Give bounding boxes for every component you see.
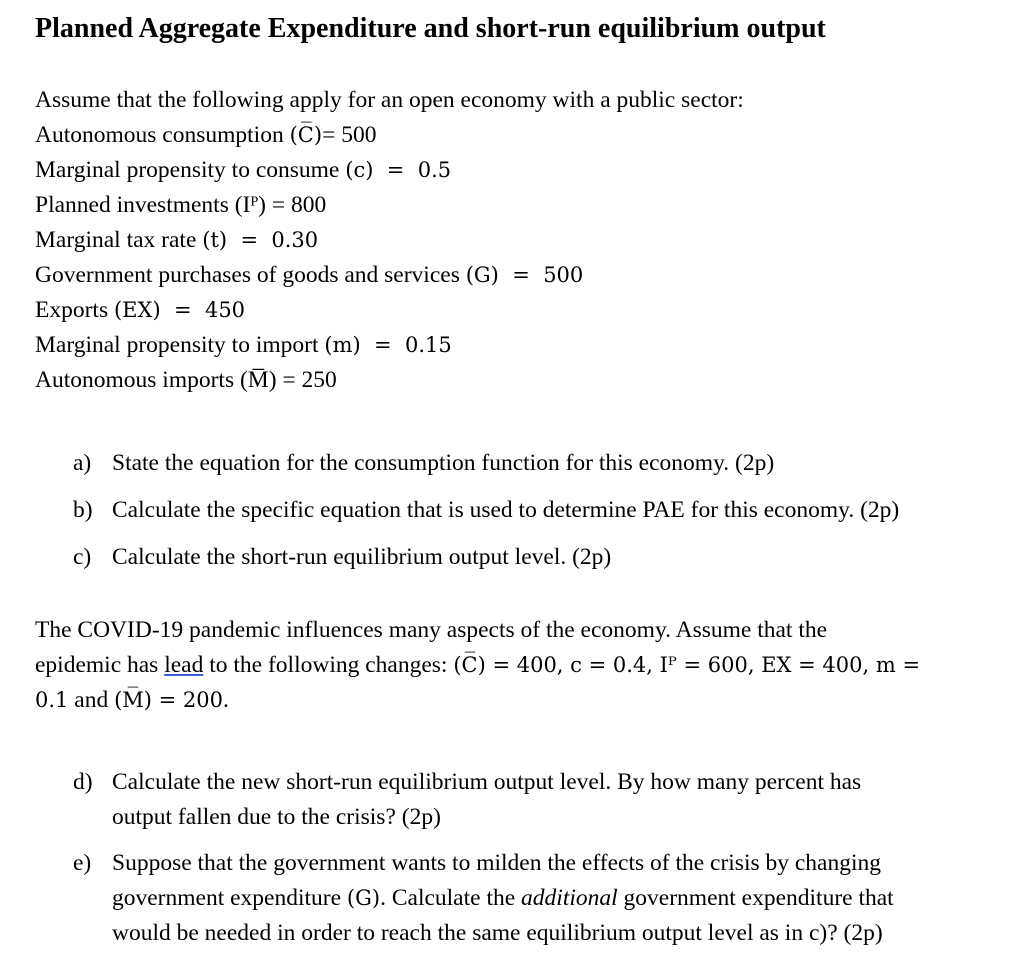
question-d: [73, 765, 894, 835]
param-value: = 0.30: [227, 228, 319, 252]
question-letter: e): [73, 850, 92, 876]
question-text: Calculate the short-run equilibrium output level. (2p): [112, 544, 612, 570]
param-label: Government purchases of goods and services: [35, 262, 466, 288]
param-symbol: (G): [465, 263, 499, 287]
spellcheck-word: lead: [164, 652, 204, 678]
param-symbol: (m): [324, 333, 361, 357]
param-exports: [35, 293, 744, 328]
param-government-purchases: [35, 258, 744, 293]
param-label: Autonomous consumption: [35, 122, 290, 148]
covid-paragraph: [35, 613, 920, 718]
question-text-line: Calculate the new short-run equilibrium output level. By how many percent has: [112, 769, 862, 795]
covid-math: (M̅) = 200: [114, 688, 224, 712]
param-symbol: (Iᴾ): [234, 192, 267, 218]
question-text-line: would be needed in order to reach the same equilibrium output level as in c)? (2p): [112, 920, 883, 946]
covid-text: to the following changes:: [203, 652, 454, 678]
param-symbol: (C̅): [289, 123, 323, 147]
param-label: Planned investments: [35, 192, 235, 218]
param-symbol: (M̅): [239, 367, 277, 393]
question-e: [73, 846, 894, 951]
intro-lead: Assume that the following apply for an open economy with a public sector:: [35, 87, 744, 113]
param-label: Exports: [35, 297, 114, 323]
question-text: State the equation for the consumption function for this economy. (2p): [112, 450, 775, 476]
question-letter: c): [73, 544, 92, 570]
page-title: Planned Aggregate Expenditure and short-run equilibrium output: [35, 13, 826, 44]
param-value: = 800: [266, 192, 327, 218]
covid-line-1: The COVID-19 pandemic influences many aspects of the economy. Assume that the: [35, 617, 828, 643]
param-label: Marginal propensity to consume: [35, 157, 346, 183]
param-label: Marginal propensity to import: [35, 332, 325, 358]
param-value: = 500: [322, 122, 377, 148]
param-value: = 450: [160, 298, 246, 322]
question-text: government expenditure: [112, 885, 347, 911]
question-text: government expenditure that: [617, 885, 894, 911]
covid-math: (C̅) = 400, c = 0.4, Iᴾ = 600, EX = 400, m =: [453, 653, 921, 677]
param-label: Marginal tax rate: [35, 227, 203, 253]
question-list-part1: [73, 446, 899, 587]
question-letter: a): [73, 450, 92, 476]
param-symbol: (t): [202, 228, 228, 252]
param-mpc: [35, 153, 744, 188]
question-math: (G): [346, 886, 381, 910]
question-text: Calculate the specific equation that is used to determine PAE for this economy. (2p): [112, 497, 900, 523]
covid-text: epidemic has: [35, 652, 165, 678]
question-a: [73, 446, 899, 481]
param-value: = 0.15: [360, 333, 452, 357]
emphasis: additional: [521, 885, 618, 911]
question-b: [73, 493, 899, 528]
covid-math: 0.1: [35, 688, 69, 712]
param-symbol: (c): [345, 158, 374, 182]
covid-text: and: [68, 687, 115, 713]
question-text-line: [112, 881, 894, 916]
question-text: . Calculate the: [380, 885, 522, 911]
param-value: = 0.5: [373, 158, 452, 182]
question-list-part2: [73, 765, 894, 962]
question-letter: d): [73, 769, 93, 795]
param-symbol: (EX): [113, 298, 161, 322]
question-text-line: Suppose that the government wants to milden the effects of the crisis by changing: [112, 850, 882, 876]
question-letter: b): [73, 497, 93, 523]
param-marginal-tax-rate: [35, 223, 744, 258]
covid-line-3: [35, 683, 920, 718]
covid-line-2: [35, 648, 920, 683]
intro-section: [35, 83, 744, 398]
covid-text: .: [223, 687, 229, 713]
param-value: = 500: [498, 263, 584, 287]
param-planned-investments: [35, 188, 744, 223]
param-mpi: [35, 328, 744, 363]
param-value: = 250: [276, 367, 337, 393]
param-autonomous-consumption: [35, 118, 744, 153]
question-text-line: output fallen due to the crisis? (2p): [112, 804, 441, 830]
param-label: Autonomous imports: [35, 367, 240, 393]
param-autonomous-imports: [35, 363, 744, 398]
question-c: [73, 540, 899, 575]
